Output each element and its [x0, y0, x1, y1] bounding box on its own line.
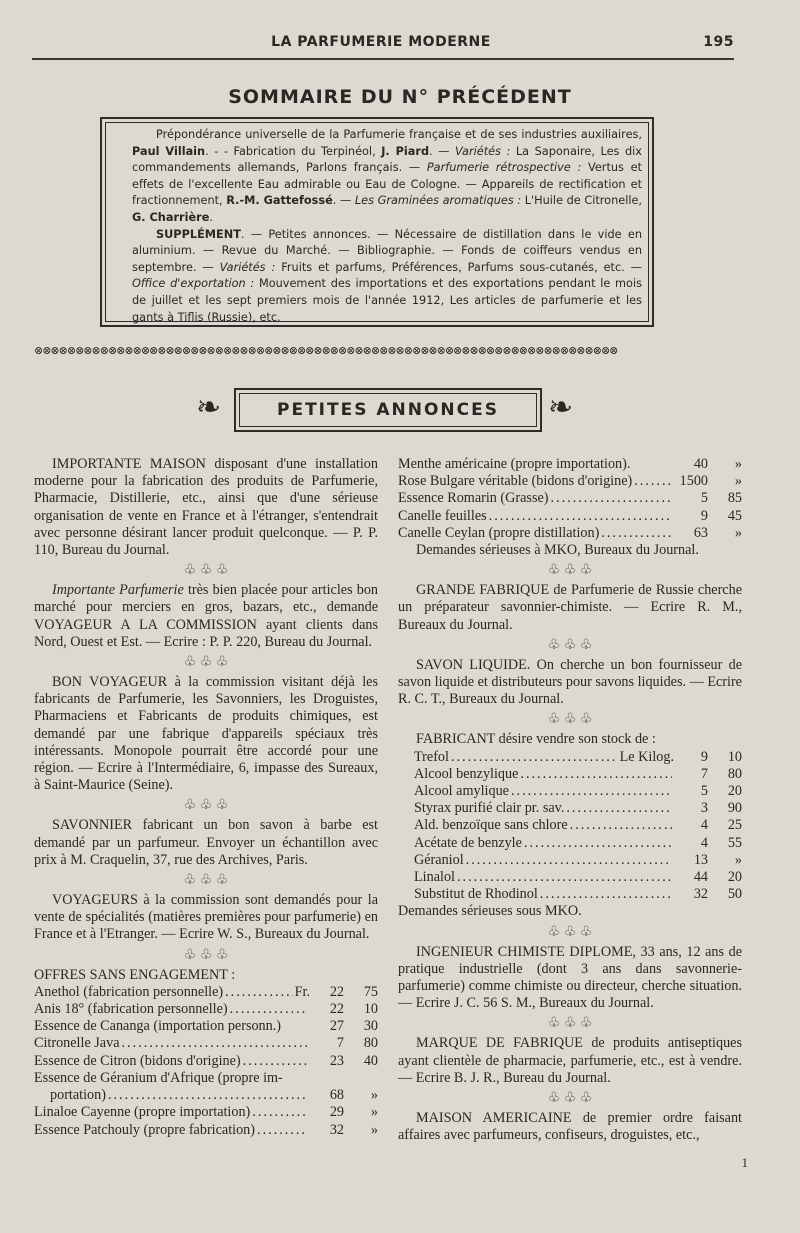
right-column	[398, 456, 742, 1145]
banner-title: PETITES ANNONCES	[277, 400, 499, 420]
offer-row: Rose Bulgare véritable (bidons d'origine) ..... 1500 »	[398, 473, 742, 490]
offer-row: portation) ..... 68 »	[34, 1087, 378, 1104]
ad-fabricant-stock-head: FABRICANT désire vendre son stock de :	[416, 731, 656, 748]
offer-row: Canelle feuilles ..... 9 45	[398, 508, 742, 525]
ornament-separator: ♧ ♧ ♧	[183, 563, 229, 579]
ornament-separator: ♧ ♧ ♧	[183, 873, 229, 889]
ad-marque-de-fabrique: MARQUE DE FABRIQUE de produits antiseptiques ayant clientèle de pharmacie, parfumerie, etc., est à vendre. — Ecrire B. J. R., Bureau du Journal.	[398, 1035, 742, 1086]
ad-fabricant-stock-tail: Demandes sérieuses sous MKO.	[398, 903, 582, 920]
offers-list	[34, 984, 378, 1139]
offer-row: Anethol (fabrication personnelle) ..... Fr. 22 75	[34, 984, 378, 1001]
offer-row: Essence Romarin (Grasse) ..... 5 85	[398, 490, 742, 507]
ornament-separator: ♧ ♧ ♧	[183, 947, 229, 963]
ornament-separator: ♧ ♧ ♧	[547, 1016, 593, 1032]
ornament-separator: ♧ ♧ ♧	[183, 655, 229, 671]
summary-heading: SOMMAIRE DU N° PRÉCÉDENT	[228, 86, 572, 108]
stock-row: Alcool benzylique ..... 7 80	[414, 766, 742, 783]
stock-row: Acétate de benzyle ..... 4 55	[414, 835, 742, 852]
ad-maison-americaine: MAISON AMERICAINE de premier ordre faisant affaires avec parfumeurs, confiseurs, droguistes, etc.,	[398, 1110, 742, 1144]
ornament-divider: ⊗⊗⊗⊗⊗⊗⊗⊗⊗⊗⊗⊗⊗⊗⊗⊗⊗⊗⊗⊗⊗⊗⊗⊗⊗⊗⊗⊗⊗⊗⊗⊗⊗⊗⊗⊗⊗⊗⊗⊗⊗⊗⊗⊗⊗⊗⊗⊗⊗⊗⊗⊗⊗⊗⊗⊗⊗⊗⊗⊗⊗⊗⊗⊗⊗⊗⊗⊗⊗⊗⊗	[34, 345, 618, 357]
summary-paragraph-2: SUPPLÉMENT. — Petites annonces. — Nécessaire de distillation dans le vide en aluminium. — Revue du Marché. — Bibliographie. — Fonds de coiffeurs vendus en septembre. — Variétés : Fruits et parfums, Préférences, Parfums sous-cutanés, etc. — Office d'exportation : Mouvement des importations et des exportations pendant le mois de juillet et les sept premiers mois de l'année 1912, Les articles de parfumerie et les gants à Tiflis (Russie), etc.	[132, 227, 642, 324]
ad-voyageurs: VOYAGEURS à la commission sont demandés pour la vente de spécialités (matières premières pour parfumerie) en France et à l'Etranger. — Ecrire W. S., Bureaux du Journal.	[34, 892, 378, 943]
ornament-separator: ♧ ♧ ♧	[547, 1091, 593, 1107]
stock-row: Styrax purifié clair pr. sav. ..... 3 90	[414, 800, 742, 817]
offer-row: Anis 18° (fabrication personnelle) ..... 22 10	[34, 1001, 378, 1018]
offer-row: Essence de Cananga (importation personn.) 27 30	[34, 1018, 378, 1035]
offer-row: Citronelle Java ..... 7 80	[34, 1035, 378, 1052]
flourish-left-icon: ❧	[196, 391, 222, 424]
stock-row: Substitut de Rhodinol ..... 32 50	[414, 886, 742, 903]
running-header	[32, 34, 734, 54]
offers-title: OFFRES SANS ENGAGEMENT :	[34, 966, 236, 983]
stock-row: Géraniol ..... 13 »	[414, 852, 742, 869]
ornament-separator: ♧ ♧ ♧	[183, 798, 229, 814]
offer-row: Essence de Géranium d'Afrique (propre im-	[34, 1069, 283, 1086]
flourish-right-icon: ❧	[548, 391, 574, 424]
ad-ingenieur-chimiste: INGENIEUR CHIMISTE DIPLOME, 33 ans, 12 ans de pratique industrielle (dont 3 ans dans savonnerie-parfumerie) comme chimiste ou directeur, cherche situation. — Ecrire J. C. 56 S. M., Bureaux du Journal.	[398, 943, 742, 1012]
mko-line: Demandes sérieuses à MKO, Bureaux du Journal.	[416, 542, 699, 559]
offer-row: Linaloe Cayenne (propre importation) ..... 29 »	[34, 1104, 378, 1121]
ad-savonnier: SAVONNIER fabricant un bon savon à barbe est demandé par un parfumeur. Envoyer un échantillon avec prix à M. Craquelin, 37, rue des Archives, Paris.	[34, 817, 378, 868]
stock-row: Trefol ..... Le Kilog. 9 10	[414, 749, 742, 766]
summary-box	[100, 117, 654, 327]
ad-importante-maison: IMPORTANTE MAISON disposant d'une installation moderne pour la fabrication des produits de Parfumerie, Pharmacie, Distillerie, etc., ainsi que d'une sérieuse organisation de vente en France et à l'étranger, s'entendrait avec personne désirant lancer produit quelconque. — P. P. 110, Bureau du Journal.	[34, 456, 378, 559]
offer-row: Menthe américaine (propre importation). 40 »	[398, 456, 742, 472]
offer-row: Canelle Ceylan (propre distillation) ..... 63 »	[398, 525, 742, 542]
ornament-separator: ♧ ♧ ♧	[547, 712, 593, 728]
left-column	[34, 456, 378, 1139]
offer-row: Essence Patchouly (propre fabrication) ..... 32 »	[34, 1122, 378, 1139]
journal-title: LA PARFUMERIE MODERNE	[271, 34, 491, 50]
ornament-separator: ♧ ♧ ♧	[547, 924, 593, 940]
header-rule	[32, 58, 734, 60]
page-number: 195	[703, 34, 734, 50]
offer-row: Essence de Citron (bidons d'origine) ..... 23 40	[34, 1053, 378, 1070]
ornament-separator: ♧ ♧ ♧	[547, 637, 593, 653]
petites-annonces-banner	[234, 388, 542, 432]
stock-row: Ald. benzoïque sans chlore ..... 4 25	[414, 817, 742, 834]
ornament-separator: ♧ ♧ ♧	[547, 563, 593, 579]
ad-savon-liquide: SAVON LIQUIDE. On cherche un bon fournisseur de savon liquide et distributeurs pour savons liquides. — Ecrire R. C. T., Bureaux du Journal.	[398, 656, 742, 708]
ad-grande-fabrique: GRANDE FABRIQUE de Parfumerie de Russie cherche un préparateur savonnier-chimiste. — Ecrire R. M., Bureaux du Journal.	[398, 582, 742, 633]
stock-list	[398, 749, 742, 904]
offers-list-continued	[398, 456, 742, 542]
footer-mark: 1	[741, 1155, 748, 1170]
ad-bon-voyageur: BON VOYAGEUR à la commission visitant déjà les fabricants de Parfumerie, les Savonniers, les Droguistes, Pharmaciens et Fabricants de produits chimiques, est demandé par une fabrique d'appareils spéciaux très intéressants. Monopole pourrait être accordé pour une région. — Ecrire à l'Intermédiaire, 6, impasse des Sureaux, à Saint-Maurice (Seine).	[34, 674, 378, 794]
summary-paragraph-1: Prépondérance universelle de la Parfumerie française et de ses industries auxiliaires, Paul Villain. - - Fabrication du Terpinéol, J. Piard. — Variétés : La Saponaire, Les dix commandements allemands, Parlons français. — Parfumerie rétrospective : Vertus et effets de l'excellente Eau admirable ou Eau de Cologne. — Appareils de rectification et fractionnement, R.-M. Gattefossé. — Les Graminées aromatiques : L'Huile de Citronelle, G. Charrière.	[132, 128, 643, 224]
ad-importante-parfumerie: Importante Parfumerie très bien placée pour articles bon marché pour merciers en gros, bazars, etc., demande VOYAGEUR A LA COMMISSION ayant clients dans Nord, Ouest et Est. — Ecrire : P. P. 220, Bureau du Journal.	[34, 582, 379, 650]
stock-row: Alcool amylique ..... 5 20	[414, 783, 742, 800]
stock-row: Linalol ..... 44 20	[414, 869, 742, 886]
